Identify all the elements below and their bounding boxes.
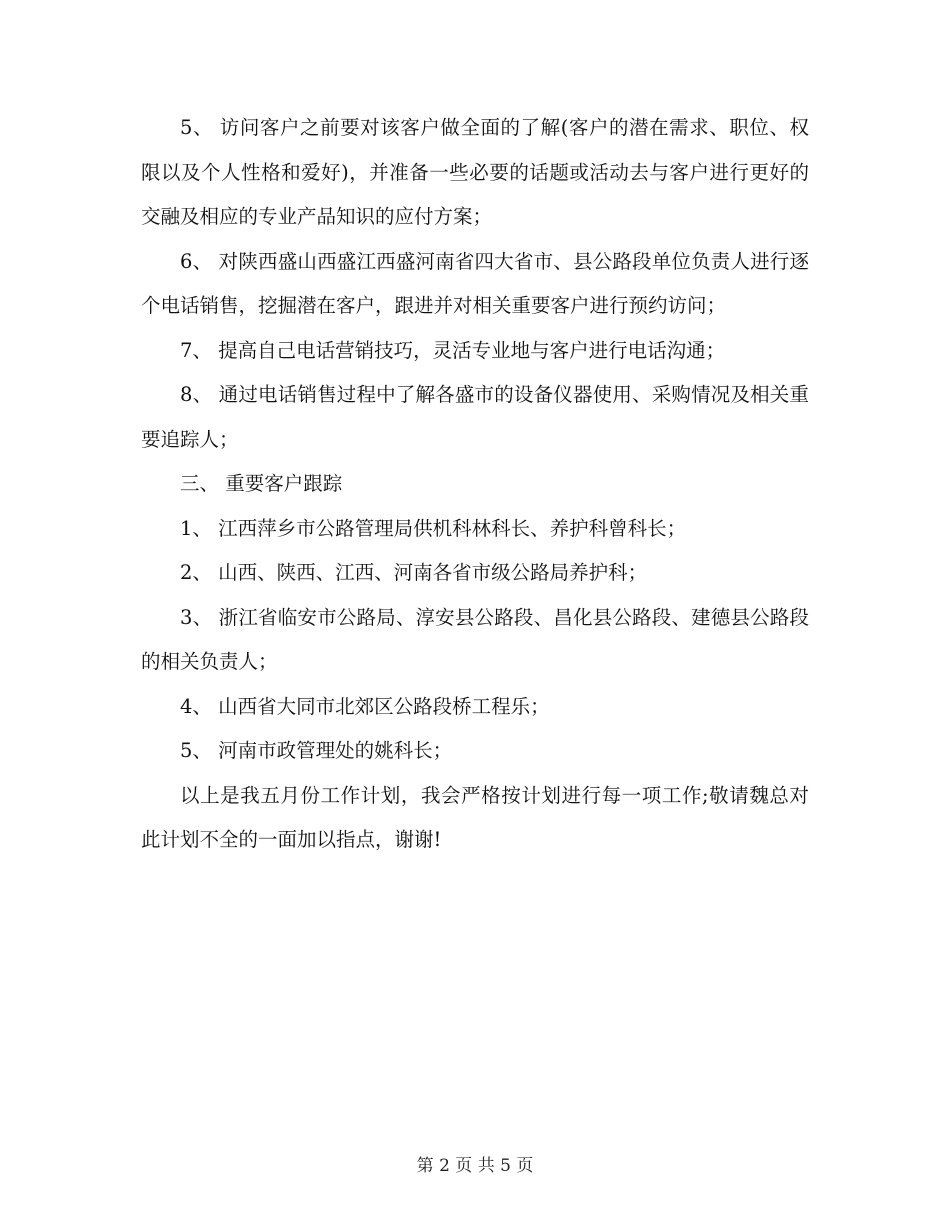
page-number-footer: 第 2 页 共 5 页: [416, 1156, 534, 1176]
client-item-4: 4、 山西省大同市北郊区公路段桥工程乐；: [180, 694, 550, 718]
document-body: [141, 106, 809, 863]
client-item-2: 2、 山西、陕西、江西、河南各省市级公路局养护科；: [180, 561, 648, 584]
paragraph-item-5-visit-prep: 5、 访问客户之前要对该客户做全面的了解(客户的潜在需求、职位、权限以及个人性格和爱好)，并准备一些必要的话题或活动去与客户进行更好的交融及相应的专业产品知识的应付方案；: [141, 116, 809, 228]
paragraph-item-7-phone-skills: 7、 提高自己电话营销技巧，灵活专业地与客户进行电话沟通；: [180, 338, 726, 362]
section-heading-key-clients: 三、 重要客户跟踪: [180, 472, 343, 495]
paragraph-item-6-phone-sales: 6、 对陕西盛山西盛江西盛河南省四大省市、县公路段单位负责人进行逐个电话销售，挖掘潜在客户，跟进并对相关重要客户进行预约访问；: [141, 249, 809, 317]
client-item-3: 3、 浙江省临安市公路局、淳安县公路段、昌化县公路段、建德县公路段的相关负责人；: [141, 605, 809, 673]
paragraph-item-8-equipment-info: 8、 通过电话销售过程中了解各盛市的设备仪器使用、采购情况及相关重要追踪人；: [141, 383, 809, 451]
client-item-5: 5、 河南市政管理处的姚科长；: [180, 739, 453, 762]
closing-paragraph: 以上是我五月份工作计划，我会严格按计划进行每一项工作;敬请魏总对此计划不全的一面加以指点，谢谢!: [141, 783, 809, 851]
client-item-1: 1、 江西萍乡市公路管理局供机科林科长、养护科曾科长；: [180, 516, 687, 540]
